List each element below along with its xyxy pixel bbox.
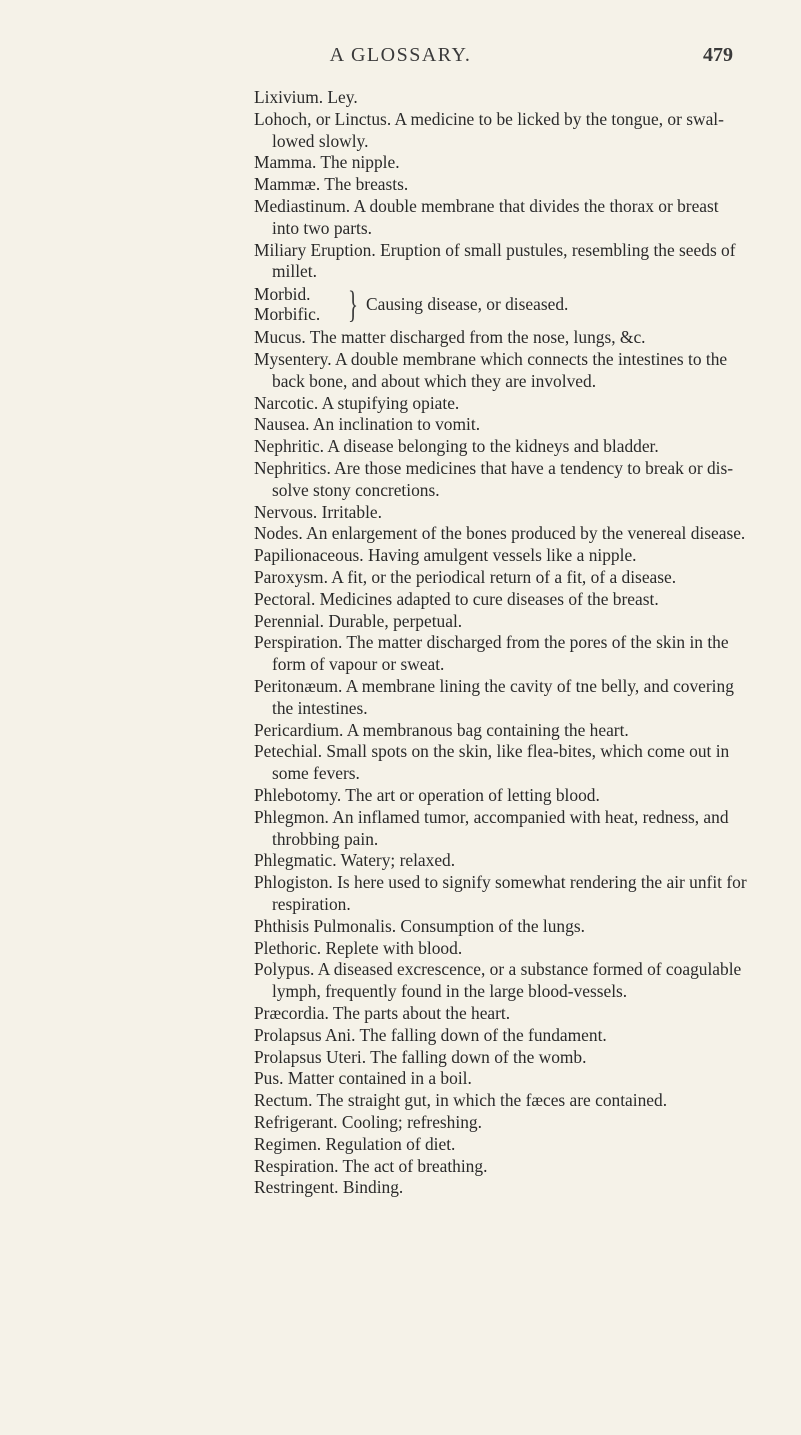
glossary-entry: Phlogiston. Is here used to signify somewhat rendering the air unfit for [254, 872, 747, 893]
brace-entry [254, 284, 754, 328]
glossary-entry: Mucus. The matter discharged from the nose, lungs, &c. [254, 327, 646, 348]
glossary-entry: Prolapsus Uteri. The falling down of the womb. [254, 1046, 587, 1067]
glossary-line-continuation: back bone, and about which they are involved. [272, 370, 597, 391]
glossary-entry: Mysentery. A double membrane which connects the intestines to the [254, 349, 728, 369]
headword-morbific: Morbific. [254, 304, 321, 325]
glossary-entry: Prolapsus Ani. The falling down of the fundament. [254, 1024, 607, 1045]
glossary-entry: Perennial. Durable, perpetual. [254, 610, 463, 631]
glossary-entry: Pectoral. Medicines adapted to cure diseases of the breast. [254, 588, 659, 609]
glossary-entry: Rectum. The straight gut, in which the fæces are contained. [254, 1090, 668, 1111]
glossary-line-continuation: the intestines. [272, 697, 368, 718]
glossary-entry: Lixivium. Ley. [254, 87, 358, 107]
glossary-entry: Miliary Eruption. Eruption of small pustules, resembling the seeds of [254, 239, 736, 260]
brace-definition: Causing disease, or diseased. [366, 294, 569, 315]
glossary-line-continuation: lowed slowly. [272, 130, 369, 151]
headword-morbid: Morbid. [254, 284, 311, 305]
glossary-entry: Polypus. A diseased excrescence, or a substance formed of coagulable [254, 959, 742, 980]
glossary-entry: Respiration. The act of breathing. [254, 1155, 488, 1176]
glossary-entry: Pericardium. A membranous bag containing the heart. [254, 719, 629, 740]
page-number: 479 [703, 44, 733, 66]
glossary-entry: Pus. Matter contained in a boil. [254, 1068, 472, 1089]
brace-headwords [254, 284, 320, 324]
glossary-entry: Petechial. Small spots on the skin, like flea-bites, which come out in [254, 741, 730, 762]
glossary-entry: Nephritic. A disease belonging to the kidneys and bladder. [254, 436, 659, 457]
brace-glyph: } [348, 284, 359, 327]
glossary-entry: Mamma. The nipple. [254, 152, 400, 173]
glossary-line-continuation: millet. [272, 261, 317, 282]
glossary-line-continuation: respiration. [272, 894, 351, 914]
glossary-entry: Phthisis Pulmonalis. Consumption of the lungs. [254, 915, 585, 936]
glossary-entry: Phlegmatic. Watery; relaxed. [254, 850, 456, 871]
glossary-entry: Papilionaceous. Having amulgent vessels like a nipple. [254, 545, 637, 566]
glossary-line-continuation: solve stony concretions. [272, 479, 440, 500]
glossary-entry: Nervous. Irritable. [254, 501, 382, 522]
glossary-entry: Phlebotomy. The art or operation of letting blood. [254, 785, 600, 805]
glossary-entry: Præcordia. The parts about the heart. [254, 1003, 511, 1023]
glossary-entry: Lohoch, or Linctus. A medicine to be licked by the tongue, or swal- [254, 108, 724, 129]
glossary-line-continuation: form of vapour or sweat. [272, 654, 445, 675]
glossary-entry: Mediastinum. A double membrane that divides the thorax or breast [254, 196, 719, 216]
glossary-line-continuation: lymph, frequently found in the large blood-vessels. [272, 981, 628, 1002]
glossary-entry: Phlegmon. An inflamed tumor, accompanied with heat, redness, and [254, 806, 729, 827]
glossary-entry: Regimen. Regulation of diet. [254, 1133, 456, 1154]
glossary-line-continuation: into two parts. [272, 217, 372, 238]
glossary-entry: Narcotic. A stupifying opiate. [254, 392, 460, 413]
glossary-entry: Refrigerant. Cooling; refreshing. [254, 1112, 482, 1132]
glossary-entry: Restringent. Binding. [254, 1177, 404, 1198]
glossary-entry: Peritonæum. A membrane lining the cavity of tne belly, and covering [254, 676, 734, 696]
glossary-entry: Mammæ. The breasts. [254, 174, 409, 195]
glossary-entry: Paroxysm. A fit, or the periodical return of a fit, of a disease. [254, 567, 677, 587]
glossary-entry: Perspiration. The matter discharged from the pores of the skin in the [254, 632, 729, 653]
glossary-entry: Nausea. An inclination to vomit. [254, 414, 481, 435]
page-header [0, 44, 801, 74]
glossary-entry: Nephritics. Are those medicines that have a tendency to break or dis- [254, 458, 734, 478]
glossary-entry: Plethoric. Replete with blood. [254, 937, 463, 958]
glossary-line-continuation: throbbing pain. [272, 828, 379, 849]
running-title: A GLOSSARY. [329, 44, 472, 66]
glossary-entry: Nodes. An enlargement of the bones produced by the venereal disease. [254, 523, 746, 544]
glossary-line-continuation: some fevers. [272, 763, 360, 784]
